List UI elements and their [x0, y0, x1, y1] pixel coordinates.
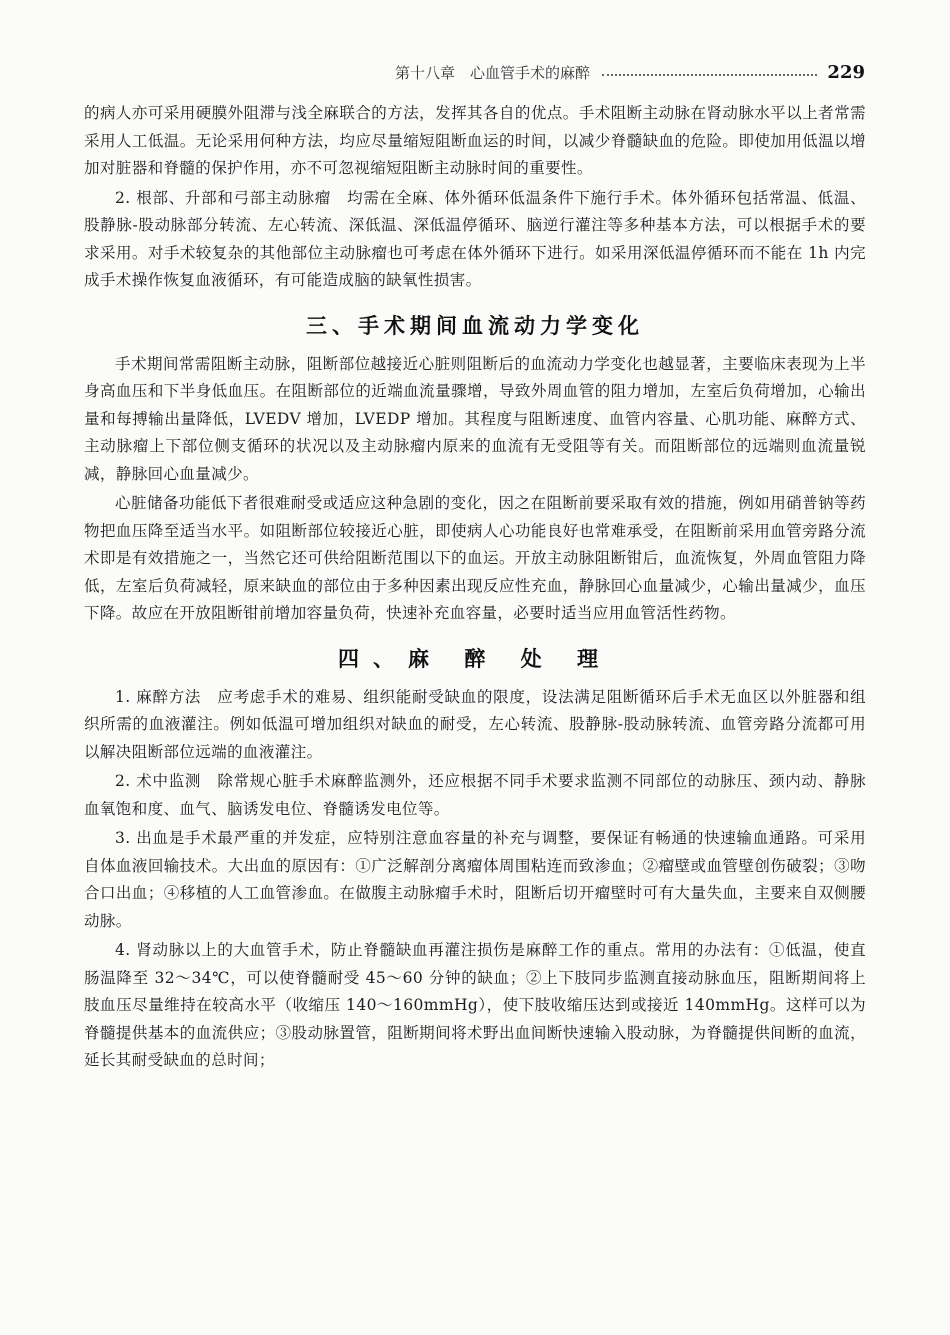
paragraph-anesthesia-4: 4. 肾动脉以上的大血管手术，防止脊髓缺血再灌注损伤是麻醉工作的重点。常用的办法有：①低温，使直肠温降至 32～34℃，可以使脊髓耐受 45～60 分钟的缺血；②上下肢同步监测直接动脉血压，阻断期间将上肢血压尽量维持在较高水平（收缩压 140～160mmHg），使下肢收缩压达到或接近 140mmHg。这样可以为脊髓提供基本的血流供应；③股动脉置管，阻断期间将术野出血间断快速输入股动脉，为脊髓提供间断的血流，延长其耐受缺血的总时间；: [84, 941, 866, 1069]
paragraph-anesthesia-3: 3. 出血是手术最严重的并发症，应特别注意血容量的补充与调整，要保证有畅通的快速输血通路。可采用自体血液回输技术。大出血的原因有：①广泛解剖分离瘤体周围粘连而致渗血；②瘤壁或血管壁创伤破裂；③吻合口出血；④移植的人工血管渗血。在做腹主动脉瘤手术时，阻断后切开瘤壁时可有大量失血，主要来自双侧腰动脉。: [84, 829, 866, 930]
paragraph-item-2: 2. 根部、升部和弓部主动脉瘤 均需在全麻、体外循环低温条件下施行手术。体外循环包括常温、低温、股静脉-股动脉部分转流、左心转流、深低温、深低温停循环、脑逆行灌注等多种基本方法，可以根据手术的要求采用。对手术较复杂的其他部位主动脉瘤也可考虑在体外循环下进行。如采用深低温停循环而不能在 1h 内完成手术操作恢复血液循环，有可能造成脑的缺氧性损害。: [84, 188, 866, 289]
chapter-title: 第十八章 心血管手术的麻醉: [395, 63, 591, 82]
page-number: 229: [827, 61, 865, 83]
dotted-leader: [602, 74, 817, 76]
running-header: [395, 58, 865, 86]
paragraph-hemodynamics-2: 心脏储备功能低下者很难耐受或适应这种急剧的变化，因之在阻断前要采取有效的措施，例如用硝普钠等药物把血压降至适当水平。如阻断部位较接近心脏，即使病人心功能良好也常难承受，在阻断前采用血管旁路分流术即是有效措施之一，当然它还可供给阻断范围以下的血运。开放主动脉阻断钳后，血流恢复，外周血管阻力降低，左室后负荷减轻，原来缺血的部位由于多种因素出现反应性充血，静脉回心血量减少，心输出量减少，血压下降。故应在开放阻断钳前增加容量负荷，快速补充血容量，必要时适当应用血管活性药物。: [84, 494, 866, 622]
paragraph-continued: 的病人亦可采用硬膜外阻滞与浅全麻联合的方法，发挥其各自的优点。手术阻断主动脉在肾动脉水平以上者常需采用人工低温。无论采用何种方法，均应尽量缩短阻断血运的时间，以减少脊髓缺血的危险。即使加用低温以增加对脏器和脊髓的保护作用，亦不可忽视缩短阻断主动脉时间的重要性。: [84, 104, 866, 177]
paragraph-anesthesia-2: 2. 术中监测 除常规心脏手术麻醉监测外，还应根据不同手术要求监测不同部位的动脉压、颈内动、静脉血氧饱和度、血气、脑诱发电位、脊髓诱发电位等。: [84, 772, 866, 818]
section-heading-anesthesia: 四、麻 醉 处 理: [338, 646, 612, 671]
section-heading-hemodynamics: 三、手术期间血流动力学变化: [306, 313, 644, 338]
body-text: [84, 100, 866, 1075]
paragraph-hemodynamics-1: 手术期间常需阻断主动脉，阻断部位越接近心脏则阻断后的血流动力学变化也越显著，主要临床表现为上半身高血压和下半身低血压。在阻断部位的近端血流量骤增，导致外周血管的阻力增加，左室后负荷增加，心输出量和每搏输出量降低，LVEDV 增加，LVEDP 增加。其程度与阻断速度、血管内容量、心肌功能、麻醉方式、主动脉瘤上下部位侧支循环的状况以及主动脉瘤内原来的血流有无受阻等有关。而阻断部位的远端则血流量锐减，静脉回心血量减少。: [84, 354, 866, 483]
paragraph-anesthesia-1: 1. 麻醉方法 应考虑手术的难易、组织能耐受缺血的限度，设法满足阻断循环后手术无血区以外脏器和组织所需的血液灌注。例如低温可增加组织对缺血的耐受，左心转流、股静脉-股动脉转流、血管旁路分流都可用以解决阻断部位远端的血液灌注。: [84, 687, 866, 761]
